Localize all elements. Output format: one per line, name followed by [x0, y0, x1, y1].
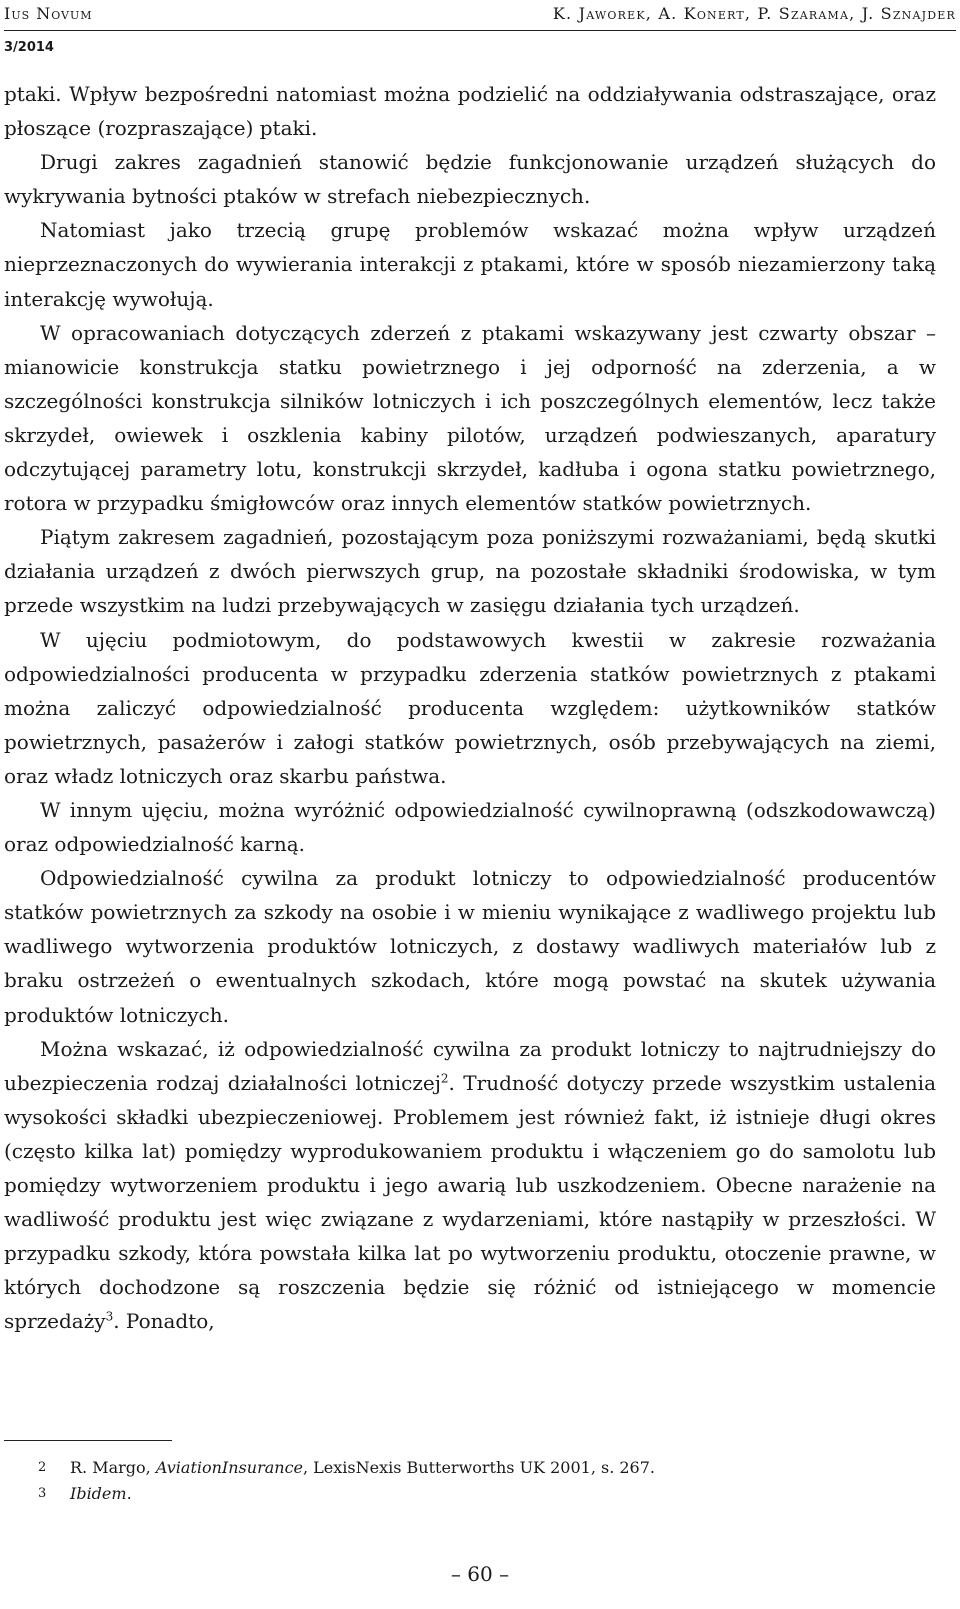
- footnote-number: 3: [38, 1486, 47, 1501]
- footnote-ref-2[interactable]: 2: [440, 1071, 449, 1086]
- paragraph: Drugi zakres zagadnień stanowić będzie funkcjonowanie urządzeń służących do wykrywania bytności ptaków w strefach niebezpiecznych.: [4, 150, 936, 209]
- paragraph: ptaki. Wpływ bezpośredni natomiast można podzielić na oddziaływania odstraszające, oraz płoszące (rozpraszające) ptaki.: [4, 82, 936, 141]
- body-text: [4, 77, 936, 1338]
- footnote-text: Ibidem.: [70, 1484, 132, 1503]
- footnote-text: R. Margo, AviationInsurance, LexisNexis Butterworths UK 2001, s. 267.: [70, 1458, 655, 1477]
- footnote-ref-3[interactable]: 3: [105, 1309, 114, 1324]
- paragraph: Piątym zakresem zagadnień, pozostającym poza poniższymi rozważaniami, będą skutki działania urządzeń z dwóch pierwszych grup, na pozostałe składniki środowiska, w tym przede wszystkim na ludzi przebywających w zasięgu działania tych urządzeń.: [4, 525, 936, 618]
- footnote: [4, 1455, 936, 1481]
- footnote-rule: [4, 1440, 172, 1441]
- footnote: [4, 1481, 936, 1507]
- issue-number: 3/2014: [4, 40, 54, 55]
- paragraph: W innym ujęciu, można wyróżnić odpowiedzialność cywilnoprawną (odszkodowawczą) oraz odpowiedzialność karną.: [4, 797, 936, 857]
- paragraph: Natomiast jako trzecią grupę problemów wskazać można wpływ urządzeń nieprzeznaczonych do wywierania interakcji z ptakami, które w sposób niezamierzony taką interakcję wywołują.: [4, 218, 936, 311]
- running-header: [4, 2, 956, 31]
- page-number: – 60 –: [450, 1562, 510, 1586]
- paragraph: W opracowaniach dotyczących zderzeń z ptakami wskazywany jest czwarty obszar – mianowicie konstrukcja statku powietrznego i jej odporność na zderzenia, a w szczególności konstrukcja silników lotniczych i ich poszczególnych elementów, lecz także skrzydeł, owiewek i oszklenia kabiny pilotów, urządzeń podwieszanych, aparatury odczytującej parametry lotu, konstrukcji skrzydeł, kadłuba i ogona statku powietrznego, rotora w przypadku śmigłowców oraz innych elementów statków powietrznych.: [4, 320, 936, 516]
- paragraph: Można wskazać, iż odpowiedzialność cywilna za produkt lotniczy to najtrudniejszy do ubezpieczenia rodzaj działalności lotniczej$^2$. Trudność dotyczy przede wszystkim ustalenia wysokości składki ubezpieczeniowej. Problemem jest również fakt, iż istnieje długi okres (często kilka lat) pomiędzy wyprodukowaniem produktu i włączeniem go do samolotu lub pomiędzy wytworzeniem produktu i jego awarią lub uszkodzeniem. Obecne narażenie na wadliwość produktu jest więc związane z wydarzeniami, które nastąpiły w przeszłości. W przypadku szkody, która powstała kilka lat po wytworzeniu produktu, otoczenie prawne, w których dochodzone są roszczenia będzie się różnić od istniejącego w momencie sprzedaży$^3$. Ponadto,: [4, 1036, 936, 1334]
- paragraph: Odpowiedzialność cywilna za produkt lotniczy to odpowiedzialność producentów statków powietrznych za szkody na osobie i w mieniu wynikające z wadliwego projektu lub wadliwego wytworzenia produktów lotniczych, z dostawy wadliwych materiałów lub z braku ostrzeżeń o ewentualnych szkodach, które mogą powstać na skutek używania produktów lotniczych.: [4, 866, 936, 1027]
- journal-title: Ius Novum: [4, 4, 93, 23]
- footnote-number: 2: [38, 1460, 47, 1475]
- footnotes: [4, 1455, 936, 1507]
- paragraph: W ujęciu podmiotowym, do podstawowych kwestii w zakresie rozważania odpowiedzialności producenta w przypadku zderzenia statków powietrznych z ptakami można zaliczyć odpowiedzialność producenta względem: użytkowników statków powietrznych, pasażerów i załogi statków powietrznych, osób przebywających na ziemi, oraz władz lotniczych oraz skarbu państwa.: [4, 627, 936, 788]
- running-authors: K. Jaworek, A. Konert, P. Szarama, J. Sznajder: [552, 4, 956, 23]
